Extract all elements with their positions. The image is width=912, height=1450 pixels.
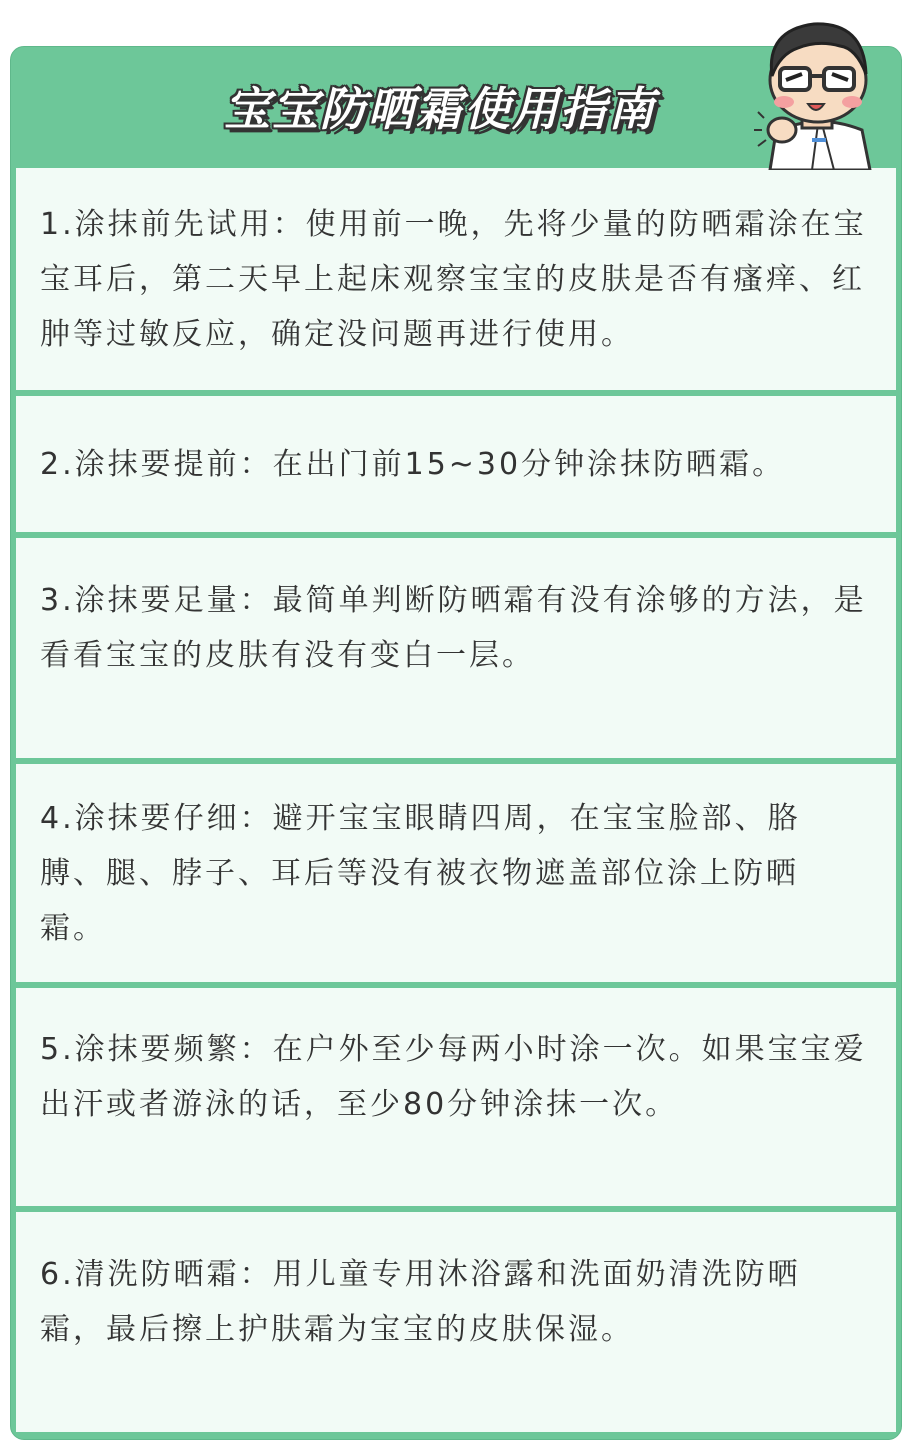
tip-card-3	[16, 538, 896, 758]
doctor-mascot-icon	[752, 12, 882, 170]
tip-card-4	[16, 764, 896, 982]
page-title: 宝宝防晒霜使用指南	[224, 82, 656, 136]
tip-text: 6.清洗防晒霜：用儿童专用沐浴露和洗面奶清洗防晒霜，最后擦上护肤霜为宝宝的皮肤保湿。	[40, 1257, 801, 1347]
tip-card-1	[16, 168, 896, 390]
tip-text: 4.涂抹要仔细：避开宝宝眼睛四周，在宝宝脸部、胳膊、腿、脖子、耳后等没有被衣物遮盖部位涂上防晒霜。	[40, 800, 801, 946]
tip-text: 5.涂抹要频繁：在户外至少每两小时涂一次。如果宝宝爱出汗或者游泳的话，至少80分钟涂抹一次。	[40, 1032, 867, 1122]
tip-text: 3.涂抹要足量：最简单判断防晒霜有没有涂够的方法，是看看宝宝的皮肤有没有变白一层。	[40, 583, 867, 673]
tip-card-6	[16, 1212, 896, 1432]
tip-card-5	[16, 988, 896, 1206]
tip-text: 2.涂抹要提前：在出门前15~30分钟涂抹防晒霜。	[40, 446, 786, 482]
tip-card-2	[16, 396, 896, 532]
tip-text: 1.涂抹前先试用：使用前一晚，先将少量的防晒霜涂在宝宝耳后，第二天早上起床观察宝宝的皮肤是否有瘙痒、红肿等过敏反应，确定没问题再进行使用。	[40, 206, 867, 352]
